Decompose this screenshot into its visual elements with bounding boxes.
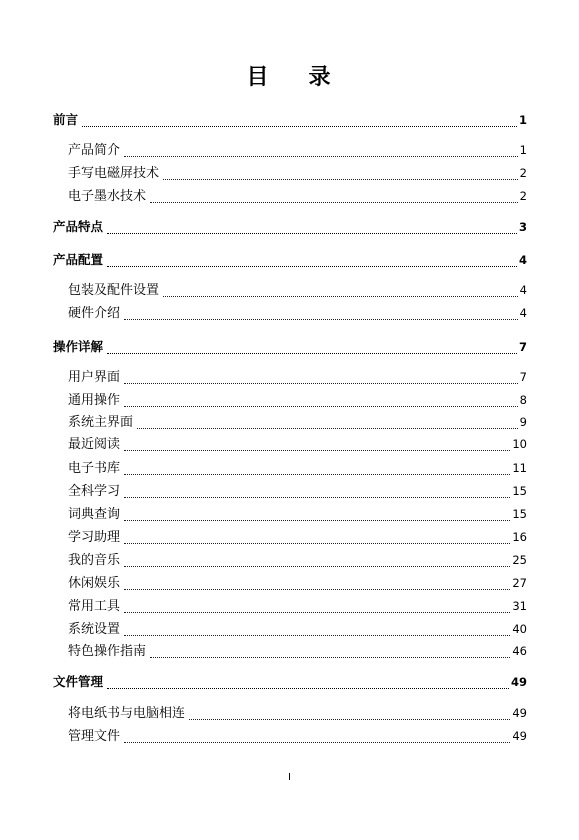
toc-entry-page-number: 1 — [518, 113, 527, 127]
toc-section-entry[interactable] — [68, 458, 527, 478]
toc-entry-label: 系统设置 — [68, 622, 121, 637]
toc-entry-label: 电子墨水技术 — [68, 189, 147, 204]
toc-section-entry[interactable] — [68, 550, 527, 570]
toc-entry-label: 最近阅读 — [68, 437, 121, 452]
toc-entry-label: 系统主界面 — [68, 415, 134, 430]
toc-entry-label: 操作详解 — [53, 339, 104, 354]
toc-entry-page-number: 2 — [519, 166, 527, 180]
toc-section-entry[interactable] — [68, 619, 527, 639]
toc-section-entry[interactable] — [68, 527, 527, 547]
toc-entry-label: 用户界面 — [68, 370, 121, 385]
toc-entry-label: 休闲娱乐 — [68, 576, 121, 591]
toc-chapter-entry[interactable] — [53, 672, 527, 692]
toc-entry-page-number: 31 — [512, 599, 527, 613]
toc-entry-page-number: 49 — [510, 675, 527, 689]
toc-chapter-entry[interactable] — [53, 110, 527, 130]
toc-dot-leader — [124, 450, 510, 451]
toc-chapter-entry[interactable] — [53, 250, 527, 270]
toc-entry-page-number: 11 — [512, 461, 527, 475]
toc-entry-page-number: 4 — [519, 306, 527, 320]
toc-dot-leader — [124, 156, 518, 157]
toc-entry-label: 全科学习 — [68, 484, 121, 499]
toc-dot-leader — [124, 497, 510, 498]
toc-entry-label: 将电纸书与电脑相连 — [68, 706, 186, 721]
toc-section-entry[interactable] — [68, 390, 527, 410]
title-char-2: 录 — [308, 64, 333, 90]
title-char-1: 目 — [246, 64, 271, 90]
toc-section-entry[interactable] — [68, 163, 527, 183]
toc-entry-label: 文件管理 — [53, 674, 104, 689]
toc-section-entry[interactable] — [68, 573, 527, 593]
toc-dot-leader — [124, 612, 510, 613]
toc-section-entry[interactable] — [68, 434, 527, 454]
toc-entry-page-number: 9 — [519, 415, 527, 429]
toc-entry-page-number: 25 — [512, 553, 527, 567]
toc-dot-leader — [107, 688, 509, 689]
toc-entry-page-number: 1 — [519, 143, 527, 157]
toc-chapter-entry[interactable] — [53, 217, 527, 237]
toc-entry-page-number: 46 — [512, 644, 527, 658]
toc-entry-page-number: 2 — [519, 189, 527, 203]
toc-dot-leader — [124, 520, 510, 521]
toc-section-entry[interactable] — [68, 280, 527, 300]
toc-entry-page-number: 4 — [518, 253, 527, 267]
toc-entry-page-number: 49 — [512, 706, 527, 720]
toc-entry-label: 特色操作指南 — [68, 644, 147, 659]
toc-dot-leader — [137, 428, 518, 429]
toc-dot-leader — [107, 353, 517, 354]
toc-entry-label: 前言 — [53, 112, 79, 127]
toc-dot-leader — [124, 474, 510, 475]
toc-entry-page-number: 10 — [512, 437, 527, 451]
toc-section-entry[interactable] — [68, 596, 527, 616]
toc-entry-label: 电子书库 — [68, 461, 121, 476]
footer-page-number: I — [288, 772, 291, 783]
toc-section-entry[interactable] — [68, 140, 527, 160]
toc-dot-leader — [107, 266, 517, 267]
toc-entry-page-number: 15 — [512, 484, 527, 498]
toc-dot-leader — [163, 296, 518, 297]
toc-dot-leader — [124, 383, 518, 384]
toc-dot-leader — [124, 406, 518, 407]
toc-dot-leader — [150, 657, 510, 658]
toc-section-entry[interactable] — [68, 303, 527, 323]
toc-dot-leader — [107, 233, 517, 234]
toc-dot-leader — [163, 179, 518, 180]
toc-section-entry[interactable] — [68, 641, 527, 661]
toc-entry-label: 常用工具 — [68, 599, 121, 614]
toc-dot-leader — [124, 635, 510, 636]
toc-entry-page-number: 27 — [512, 576, 527, 590]
toc-entry-page-number: 7 — [519, 370, 527, 384]
toc-section-entry[interactable] — [68, 726, 527, 746]
toc-entry-label: 包装及配件设置 — [68, 283, 160, 298]
toc-entry-page-number: 16 — [512, 530, 527, 544]
toc-section-entry[interactable] — [68, 481, 527, 501]
toc-entry-label: 手写电磁屏技术 — [68, 166, 160, 181]
toc-entry-label: 产品特点 — [53, 219, 104, 234]
toc-dot-leader — [82, 126, 517, 127]
toc-entry-label: 通用操作 — [68, 393, 121, 408]
toc-dot-leader — [124, 589, 510, 590]
toc-chapter-entry[interactable] — [53, 337, 527, 357]
toc-dot-leader — [150, 202, 518, 203]
toc-dot-leader — [124, 543, 510, 544]
toc-entry-page-number: 15 — [512, 507, 527, 521]
toc-entry-label: 学习助理 — [68, 530, 121, 545]
toc-entry-label: 产品配置 — [53, 252, 104, 267]
toc-dot-leader — [189, 719, 510, 720]
toc-entry-page-number: 40 — [512, 622, 527, 636]
toc-dot-leader — [124, 566, 510, 567]
toc-section-entry[interactable] — [68, 504, 527, 524]
toc-section-entry[interactable] — [68, 703, 527, 723]
toc-entry-page-number: 49 — [512, 729, 527, 743]
toc-entry-label: 产品简介 — [68, 143, 121, 158]
toc-dot-leader — [124, 319, 518, 320]
toc-entry-page-number: 4 — [519, 283, 527, 297]
toc-entry-label: 管理文件 — [68, 729, 121, 744]
toc-section-entry[interactable] — [68, 412, 527, 432]
toc-entry-label: 词典查询 — [68, 507, 121, 522]
toc-dot-leader — [124, 742, 510, 743]
toc-section-entry[interactable] — [68, 186, 527, 206]
toc-entry-page-number: 7 — [518, 340, 527, 354]
toc-entry-label: 硬件介绍 — [68, 306, 121, 321]
toc-entry-page-number: 3 — [518, 220, 527, 234]
toc-section-entry[interactable] — [68, 367, 527, 387]
toc-entry-page-number: 8 — [519, 393, 527, 407]
toc-entry-label: 我的音乐 — [68, 553, 121, 568]
